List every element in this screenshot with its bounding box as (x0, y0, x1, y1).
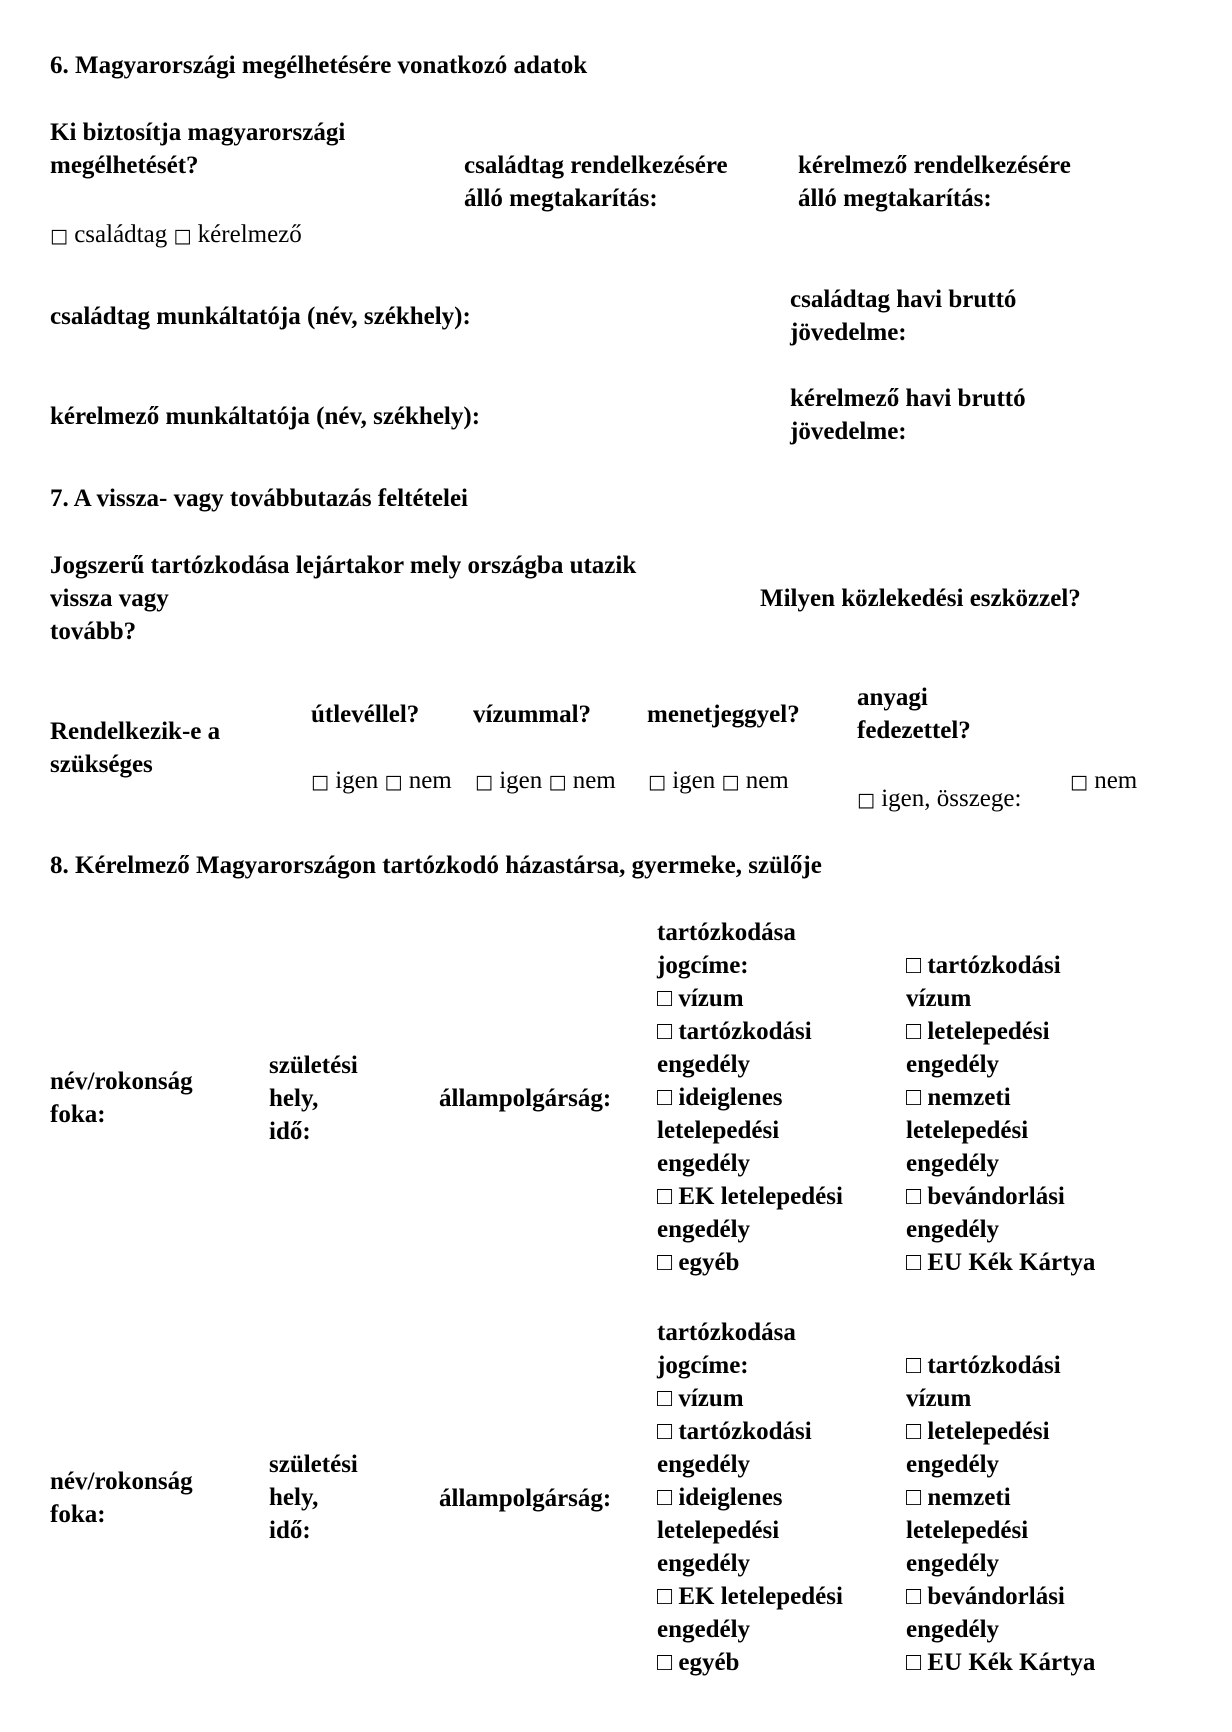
funds-yes-checkbox[interactable]: □ (857, 789, 875, 811)
option-applicant-label: kérelmező (197, 221, 302, 248)
permit-left-line: engedély (657, 1616, 751, 1643)
section-8-title: 8. Kérelmező Magyarországon tartózkodó házastársa, gyermeke, szülője (50, 852, 822, 879)
relative-name-label-line1: név/rokonság (50, 1468, 193, 1495)
visa-yes-checkbox[interactable]: □ (475, 771, 493, 793)
who-provides-label-line1: Ki biztosítja magyarországi (50, 119, 346, 146)
family-employer-label: családtag munkáltatója (név, székhely): (50, 303, 471, 330)
birth-label-line3: idő: (269, 1517, 311, 1544)
permit-right-line[interactable]: □ EU Kék Kártya (906, 1249, 1096, 1276)
option-family-label: családtag (74, 221, 168, 248)
funds-no-option (1070, 764, 1137, 799)
permit-left-line: letelepedési (657, 1517, 780, 1544)
family-savings-label-line1: családtag rendelkezésére (464, 152, 728, 179)
birth-label-line2: hely, (269, 1484, 319, 1511)
provider-options (50, 218, 302, 253)
permit-left-line[interactable]: □ egyéb (657, 1649, 740, 1676)
passport-yes-label: igen (335, 767, 379, 794)
passport-options (311, 764, 452, 799)
funds-yes-amount-label: igen, összege: (881, 785, 1022, 812)
permit-left-line[interactable]: □ tartózkodási (657, 1018, 812, 1045)
permit-left-line[interactable]: □ EK letelepedési (657, 1583, 843, 1610)
ticket-yes-checkbox[interactable]: □ (648, 771, 666, 793)
family-income-label-line2: jövedelme: (790, 319, 907, 346)
ticket-yes-label: igen (672, 767, 716, 794)
permit-left-line[interactable]: □ vízum (657, 985, 744, 1012)
permit-left-line: tartózkodása (657, 1319, 796, 1346)
transport-label: Milyen közlekedési eszközzel? (760, 585, 1081, 612)
passport-no-label: nem (408, 767, 452, 794)
permit-right-line: engedély (906, 1216, 1000, 1243)
permit-right-line: letelepedési (906, 1117, 1029, 1144)
permit-left-line[interactable]: □ ideiglenes (657, 1084, 783, 1111)
birth-label-line1: születési (269, 1052, 358, 1079)
permit-left-line[interactable]: □ EK letelepedési (657, 1183, 843, 1210)
family-income-label-line1: családtag havi bruttó (790, 286, 1017, 313)
permit-left-line: letelepedési (657, 1117, 780, 1144)
funds-no-checkbox[interactable]: □ (1070, 771, 1088, 793)
permit-right-line[interactable]: □ letelepedési (906, 1418, 1050, 1445)
section-6-title: 6. Magyarországi megélhetésére vonatkozó adatok (50, 52, 588, 79)
permit-left-line[interactable]: □ egyéb (657, 1249, 740, 1276)
citizenship-label: állampolgárság: (439, 1085, 612, 1112)
applicant-employer-label: kérelmező munkáltatója (név, székhely): (50, 403, 481, 430)
birth-label-line1: születési (269, 1451, 358, 1478)
visa-no-label: nem (572, 767, 616, 794)
destination-label-line2: vissza vagy (50, 585, 169, 612)
permit-left-line: engedély (657, 1451, 751, 1478)
permit-right-line: vízum (906, 985, 972, 1012)
permit-left-line[interactable]: □ ideiglenes (657, 1484, 783, 1511)
passport-header: útlevéllel? (311, 701, 420, 728)
permit-right-line: vízum (906, 1385, 972, 1412)
ticket-header: menetjeggyel? (647, 701, 800, 728)
permit-right-line[interactable]: □ letelepedési (906, 1018, 1050, 1045)
permit-right-line: letelepedési (906, 1517, 1029, 1544)
passport-yes-checkbox[interactable]: □ (311, 771, 329, 793)
destination-label-line1: Jogszerű tartózkodása lejártakor mely országba utazik (50, 552, 637, 579)
permit-right-line: engedély (906, 1150, 1000, 1177)
permit-left-line: engedély (657, 1051, 751, 1078)
permit-right-line: engedély (906, 1616, 1000, 1643)
permit-right-line[interactable]: □ EU Kék Kártya (906, 1649, 1096, 1676)
has-needed-label-line2: szükséges (50, 751, 153, 778)
visa-options (475, 764, 616, 799)
permit-right-line: engedély (906, 1051, 1000, 1078)
citizenship-label: állampolgárság: (439, 1485, 612, 1512)
applicant-income-label-line2: jövedelme: (790, 418, 907, 445)
destination-label-line3: tovább? (50, 618, 137, 645)
birth-label-line3: idő: (269, 1118, 311, 1145)
permit-right-line: engedély (906, 1451, 1000, 1478)
permit-left-line: jogcíme: (657, 952, 749, 979)
funds-header-line2: fedezettel? (857, 717, 971, 744)
permit-right-line[interactable]: □ bevándorlási (906, 1183, 1065, 1210)
applicant-savings-label-line1: kérelmező rendelkezésére (798, 152, 1071, 179)
passport-no-checkbox[interactable]: □ (384, 771, 403, 793)
funds-no-label: nem (1094, 767, 1138, 794)
section-7-title: 7. A vissza- vagy továbbutazás feltételei (50, 485, 469, 512)
funds-header-line1: anyagi (857, 684, 928, 711)
birth-label-line2: hely, (269, 1085, 319, 1112)
checkbox-applicant[interactable]: □ (173, 225, 192, 247)
who-provides-label-line2: megélhetését? (50, 152, 199, 179)
permit-left-line[interactable]: □ vízum (657, 1385, 744, 1412)
has-needed-label-line1: Rendelkezik-e a (50, 718, 221, 745)
ticket-no-label: nem (745, 767, 789, 794)
permit-left-line: engedély (657, 1550, 751, 1577)
visa-header: vízummal? (473, 701, 592, 728)
funds-yes-option (857, 782, 1021, 817)
permit-left-line: engedély (657, 1216, 751, 1243)
permit-left-line: tartózkodása (657, 919, 796, 946)
applicant-income-label-line1: kérelmező havi bruttó (790, 385, 1026, 412)
relative-name-label-line1: név/rokonság (50, 1068, 193, 1095)
permit-right-line[interactable]: □ tartózkodási (906, 1352, 1061, 1379)
permit-right-line[interactable]: □ tartózkodási (906, 952, 1061, 979)
permit-left-line: engedély (657, 1150, 751, 1177)
permit-right-line[interactable]: □ nemzeti (906, 1084, 1011, 1111)
applicant-savings-label-line2: álló megtakarítás: (798, 185, 992, 212)
visa-no-checkbox[interactable]: □ (548, 771, 567, 793)
ticket-no-checkbox[interactable]: □ (721, 771, 740, 793)
relative-name-label-line2: foka: (50, 1101, 106, 1128)
permit-right-line[interactable]: □ nemzeti (906, 1484, 1011, 1511)
visa-yes-label: igen (499, 767, 543, 794)
permit-left-line[interactable]: □ tartózkodási (657, 1418, 812, 1445)
permit-right-line: engedély (906, 1550, 1000, 1577)
ticket-options (648, 764, 789, 799)
relative-name-label-line2: foka: (50, 1501, 106, 1528)
permit-right-line[interactable]: □ bevándorlási (906, 1583, 1065, 1610)
checkbox-family[interactable]: □ (50, 225, 68, 247)
permit-left-line: jogcíme: (657, 1352, 749, 1379)
family-savings-label-line2: álló megtakarítás: (464, 185, 658, 212)
